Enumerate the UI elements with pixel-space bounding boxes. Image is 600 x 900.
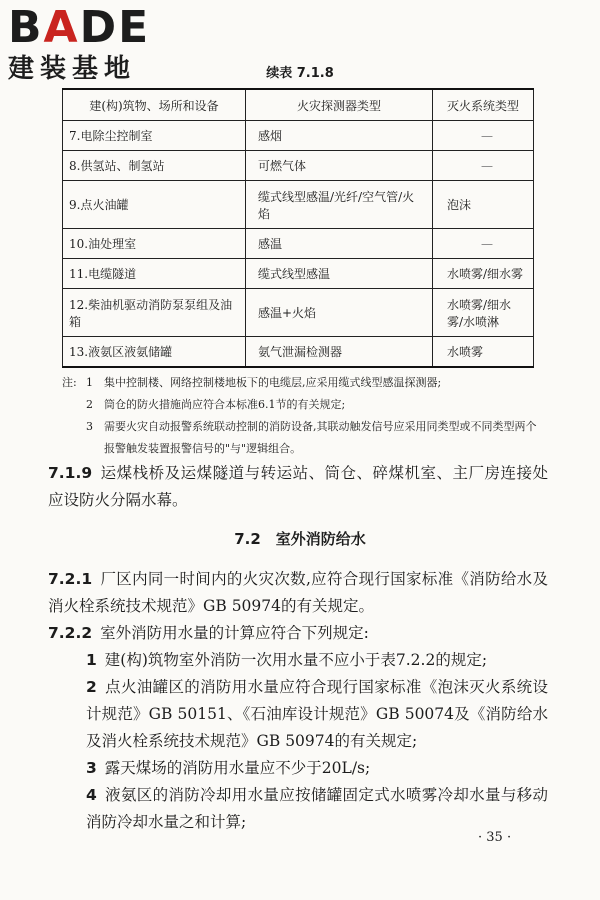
table-notes	[62, 372, 542, 460]
table-header-row	[63, 89, 534, 121]
note-number: 2	[86, 398, 93, 411]
note-text: 需要火灾自动报警系统联动控制的消防设备,其联动触发信号应采用同类型或不同类型两个报警触发装置报警信号的"与"逻辑组合。	[104, 420, 537, 455]
note-number: 3	[86, 420, 93, 433]
note-text: 集中控制楼、网络控制楼地板下的电缆层,应采用缆式线型感温探测器;	[104, 376, 442, 389]
table-cell: 感温	[246, 229, 433, 259]
column-header: 灭火系统类型	[433, 89, 534, 121]
table-cell: 水喷雾/细水雾/水喷淋	[433, 289, 534, 337]
item-number: 3	[86, 759, 97, 777]
note-number: 1	[86, 376, 93, 389]
note-item	[62, 416, 542, 460]
table-cell: —	[433, 121, 534, 151]
clause-item	[48, 782, 548, 836]
table-cell: 水喷雾/细水雾	[433, 259, 534, 289]
table-cell: 氨气泄漏检测器	[246, 337, 433, 367]
note-prefix: 注:	[62, 376, 77, 389]
clause-number: 7.2.2	[48, 624, 93, 642]
item-text: 液氨区的消防冷却用水量应按储罐固定式水喷雾冷却水量与移动消防冷却水量之和计算;	[86, 786, 548, 831]
logo-wordmark: BADE	[8, 2, 151, 53]
table-cell: 水喷雾	[433, 337, 534, 367]
item-number: 1	[86, 651, 97, 669]
clause-item	[48, 674, 548, 755]
column-header: 火灾探测器类型	[246, 89, 433, 121]
clause-number: 7.1.9	[48, 464, 93, 482]
table-row	[63, 229, 534, 259]
note-item	[62, 394, 542, 416]
item-number: 4	[86, 786, 97, 804]
clause-7-2-1	[48, 566, 548, 620]
item-text: 建(构)筑物室外消防一次用水量不应小于表7.2.2的规定;	[104, 651, 488, 669]
table-cell: 缆式线型感温	[246, 259, 433, 289]
table-row	[63, 337, 534, 367]
table-row	[63, 151, 534, 181]
item-text: 点火油罐区的消防用水量应符合现行国家标准《泡沫灭火系统设计规范》GB 50151、《石油库设计规范》GB 50074及《消防给水及消火栓系统技术规范》GB 50974的有关规定;	[86, 678, 548, 750]
table-cell: 泡沫	[433, 181, 534, 229]
clause-number: 7.2.1	[48, 570, 93, 588]
table-row	[63, 181, 534, 229]
table-cell: 12.柴油机驱动消防泵泵组及油箱	[63, 289, 246, 337]
table-cell: 9.点火油罐	[63, 181, 246, 229]
clause-7-2-2	[48, 620, 548, 836]
table-cell: 8.供氢站、制氢站	[63, 151, 246, 181]
clause-item	[48, 647, 548, 674]
table-cell: —	[433, 229, 534, 259]
table-cell: 感烟	[246, 121, 433, 151]
table-cell: 7.电除尘控制室	[63, 121, 246, 151]
item-text: 露天煤场的消防用水量应不少于20L/s;	[104, 759, 371, 777]
table-row	[63, 259, 534, 289]
table-cell: 10.油处理室	[63, 229, 246, 259]
clause-text: 运煤栈桥及运煤隧道与转运站、筒仓、碎煤机室、主厂房连接处应设防火分隔水幕。	[48, 464, 548, 509]
note-text: 筒仓的防火措施尚应符合本标准6.1节的有关规定;	[104, 398, 346, 411]
note-item	[62, 372, 542, 394]
clause-text: 厂区内同一时间内的火灾次数,应符合现行国家标准《消防给水及消火栓系统技术规范》GB 50974的有关规定。	[48, 570, 548, 615]
clause-text: 室外消防用水量的计算应符合下列规定:	[100, 624, 369, 642]
section-title: 7.2 室外消防给水	[234, 530, 366, 548]
table-cell: 缆式线型感温/光纤/空气管/火焰	[246, 181, 433, 229]
table-caption: 续表 7.1.8	[266, 66, 334, 81]
logo-subtitle: 建装基地	[8, 54, 137, 84]
clause-lead	[48, 620, 548, 647]
table-cell: 11.电缆隧道	[63, 259, 246, 289]
column-header: 建(构)筑物、场所和设备	[63, 89, 246, 121]
table-cell: —	[433, 151, 534, 181]
table-cell: 可燃气体	[246, 151, 433, 181]
fire-detection-table	[62, 88, 534, 368]
clause-item	[48, 755, 548, 782]
page-number: · 35 ·	[478, 830, 512, 845]
table-cell: 感温+火焰	[246, 289, 433, 337]
item-number: 2	[86, 678, 97, 696]
table-row	[63, 121, 534, 151]
table-row	[63, 289, 534, 337]
clause-7-1-9	[48, 460, 548, 514]
table-cell: 13.液氨区液氨储罐	[63, 337, 246, 367]
